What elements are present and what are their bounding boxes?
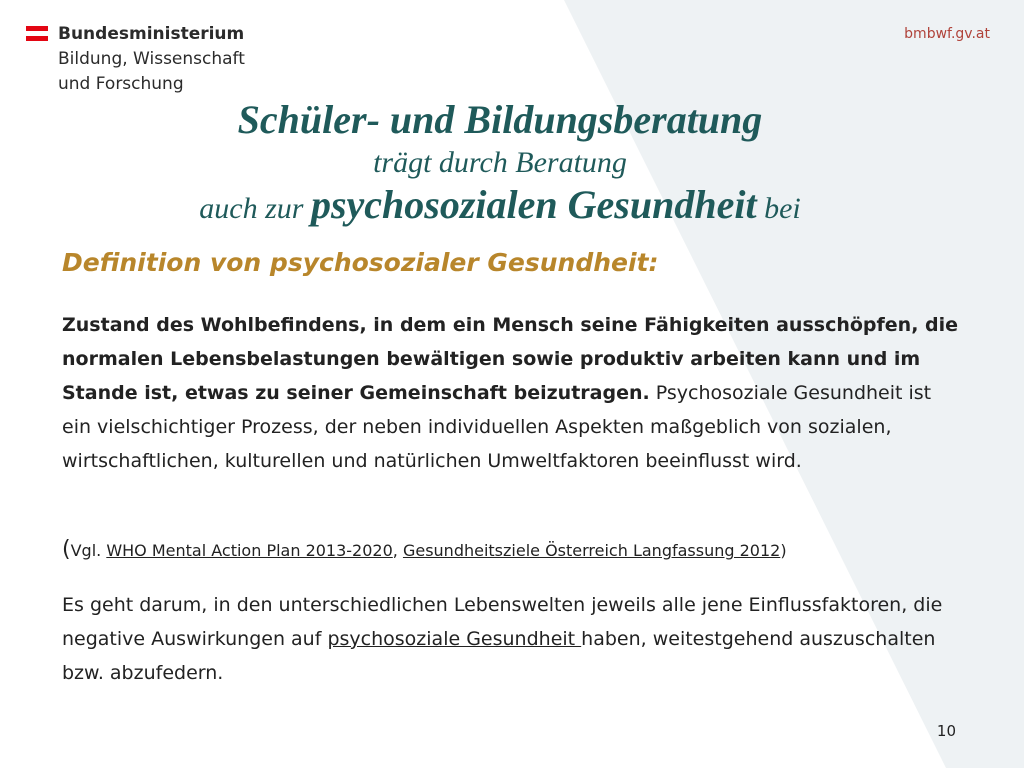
psychosoziale-gesundheit-link[interactable]: psychosoziale Gesundheit (327, 628, 582, 650)
references-prefix: Vgl. (70, 541, 107, 560)
closing-text-post: haben, weitestgehend auszuschalten bzw. abzufedern. (62, 628, 936, 684)
slide-subtitle-line2 (0, 181, 1000, 228)
who-action-plan-link[interactable]: WHO Mental Action Plan 2013-2020 (106, 541, 393, 560)
subtitle-prefix: auch zur (199, 192, 311, 225)
references-paragraph (62, 533, 962, 568)
ministry-name-line2: Bildung, Wissenschaft (58, 49, 245, 69)
references-separator: , (392, 541, 403, 560)
page-number: 10 (936, 722, 956, 740)
subtitle-suffix: bei (756, 192, 801, 225)
closing-paragraph (62, 588, 962, 690)
ministry-name-line3: und Forschung (58, 74, 184, 94)
slide-subtitle-line1: trägt durch Beratung (373, 146, 627, 179)
definition-heading: Definition von psychosozialer Gesundheit: (62, 248, 659, 277)
definition-normal-text: Psychosoziale Gesundheit ist ein vielschichtiger Prozess, der neben individuellen Aspekten maßgeblich von sozialen, wirtschaftlichen, kulturellen und natürlichen Umweltfaktoren beeinflusst wird. (62, 382, 932, 472)
definition-bold-text: Zustand des Wohlbefindens, in dem ein Mensch seine Fähigkeiten ausschöpfen, die normalen Lebensbelastungen bewältigen sowie produktiv arbeiten kann und im Stande ist, etwas zu seiner Gemeinschaft beizutragen. (62, 314, 959, 404)
ministry-name (58, 22, 318, 97)
references-open-paren: ( (62, 537, 71, 562)
references-close-paren: ) (780, 541, 787, 560)
subtitle-emphasis: psychosozialen Gesundheit (310, 182, 757, 227)
gesundheitsziele-link[interactable]: Gesundheitsziele Österreich Langfassung 2012 (402, 541, 781, 560)
website-url[interactable]: bmbwf.gv.at (904, 26, 990, 42)
slide-title: Schüler- und Bildungsberatung (237, 97, 763, 142)
definition-paragraph (62, 308, 962, 478)
closing-text-pre: Es geht darum, in den unterschiedlichen Lebenswelten jeweils alle jene Einflussfaktoren, die negative Auswirkungen auf (62, 594, 943, 650)
ministry-name-line1: Bundesministerium (58, 24, 245, 44)
austrian-flag-icon (26, 26, 48, 41)
